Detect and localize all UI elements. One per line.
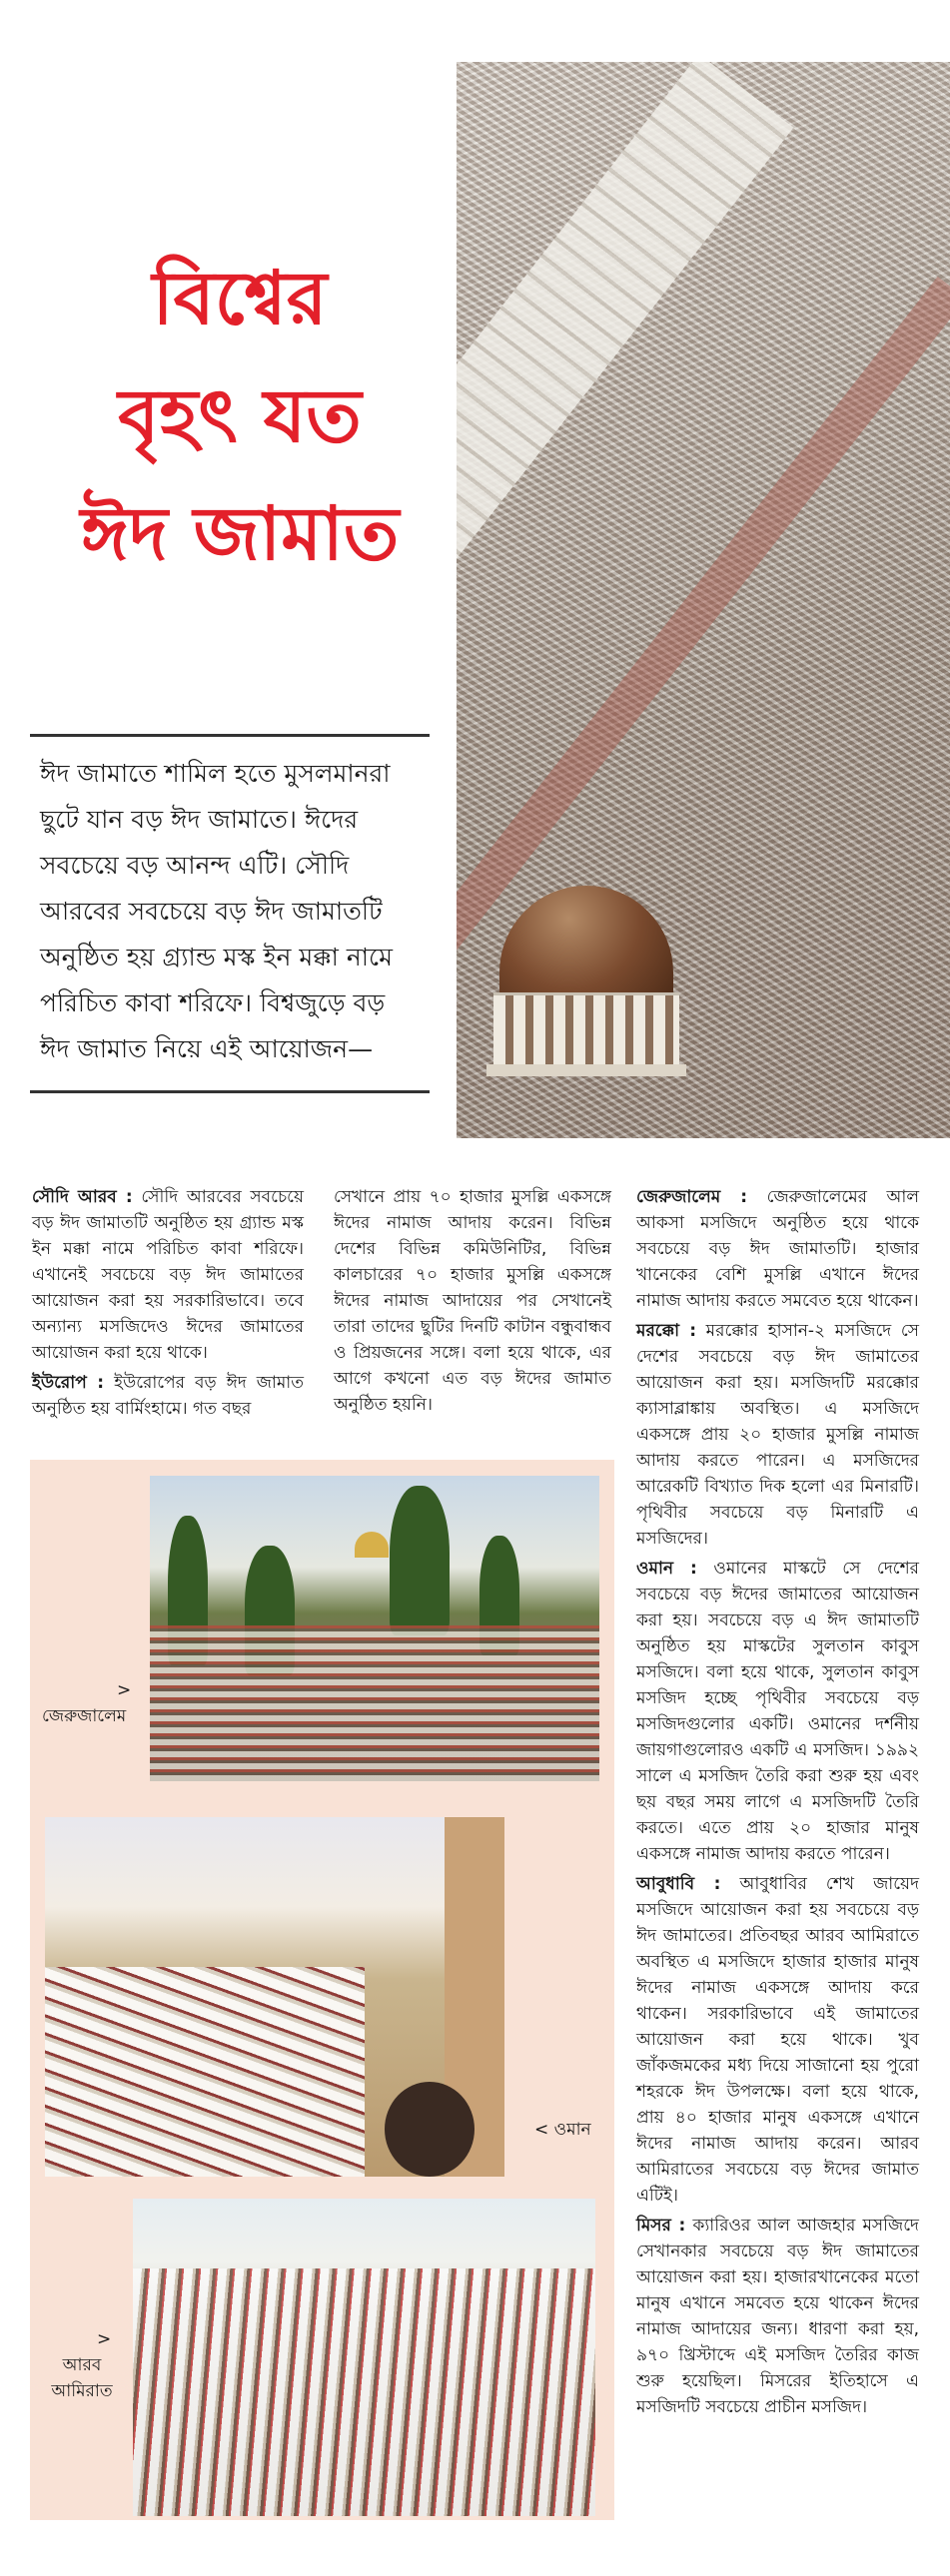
photo-jerusalem <box>150 1476 599 1781</box>
crowd-texture <box>45 1967 365 2177</box>
article-title <box>40 240 440 593</box>
caption-oman <box>534 2117 591 2143</box>
section-label: সৌদি আরব : <box>32 1187 133 1207</box>
article-column-2 <box>334 1184 611 1422</box>
crowd-texture <box>133 2268 595 2516</box>
intro-top-rule <box>30 734 430 737</box>
caption-text: ওমান <box>553 2120 591 2140</box>
section-text: ওমানের মাস্কটে সে দেশের সবচেয়ে বড় ঈদের জামাতের আয়োজন করা হয়। সবচেয়ে বড় এ ঈদ জামাতটি অনুষ্ঠিত হয় মাস্কটের সুলতান কাবুস মসজিদে। বলা হয়ে থাকে, সুলতান কাবুস মসজিদ হচ্ছে পৃথিবীর সবচেয়ে বড় মসজিদগুলোর একটি। ওমানের দর্শনীয় জায়গাগুলোরও একটি এ মসজিদ। ১৯৯২ সালে এ মসজিদ তৈরি করা শুরু হয় এবং ছয় বছর সময় লাগে এ মসজিদটি তৈরি করতে। এতে প্রায় ২০ হাজার মানুষ একসঙ্গে নামাজ আদায় করতে পারেন। <box>636 1559 920 1864</box>
section-label: মরক্কো : <box>636 1321 697 1341</box>
article-column-1 <box>32 1184 304 1426</box>
foreground-person <box>385 2082 475 2177</box>
dome-of-the-rock <box>355 1532 389 1558</box>
caption-arrow: > <box>97 2329 112 2349</box>
dome-base <box>486 1064 686 1076</box>
section-label: আবুধাবি : <box>636 1874 721 1894</box>
section-text: সৌদি আরবের সবচেয়ে বড় ঈদ জামাতটি অনুষ্ঠিত হয় গ্র্যান্ড মস্ক ইন মক্কা নামে পরিচিত কাবা শরিফে। এখানেই সবচেয়ে বড় ঈদ জামাতের আয়োজন করা হয় সরকারিভাবে। তবে অন্যান্য মসজিদেও ঈদের জামাতের আয়োজন করা হয়ে থাকে। <box>32 1187 304 1363</box>
section-jerusalem <box>636 1184 919 1314</box>
caption-text: আরব আমিরাত <box>51 2355 113 2401</box>
section-label: ইউরোপ : <box>32 1373 105 1393</box>
section-text: ইউরোপের বড় ঈদ জামাত অনুষ্ঠিত হয় বার্মিংহামে। গত বছর <box>32 1373 304 1419</box>
section-label: মিসর : <box>636 2216 686 2236</box>
hero-photo-mecca <box>457 62 950 1138</box>
photo-uae <box>133 2199 595 2516</box>
caption-text: জেরুজালেম <box>42 1706 127 1726</box>
intro-paragraph: ঈদ জামাতে শামিল হতে মুসলমানরা ছুটে যান বড় ঈদ জামাতে। ঈদের সবচেয়ে বড় আনন্দ এটি। সৌদি আরবের সবচেয়ে বড় ঈদ জামাতটি অনুষ্ঠিত হয় গ্র্যান্ড মস্ক ইন মক্কা নামে পরিচিত কাবা শরিফে। বিশ্বজুড়ে বড় ঈদ জামাত নিয়ে এই আয়োজন— <box>40 759 393 1063</box>
prayer-rows <box>150 1625 599 1781</box>
title-line-3: ঈদ জামাত <box>80 491 400 577</box>
section-label: ওমান : <box>636 1559 697 1579</box>
photo-oman <box>45 1817 504 2177</box>
section-morocco <box>636 1318 919 1552</box>
caption-uae <box>42 2326 122 2404</box>
section-saudi <box>32 1184 304 1366</box>
section-label: জেরুজালেম : <box>636 1187 748 1207</box>
section-text: সেখানে প্রায় ৭০ হাজার মুসল্লি একসঙ্গে ঈদের নামাজ আদায় করেন। বিভিন্ন দেশের বিভিন্ন কমিউনিটির, বিভিন্ন কালচারের ৭০ হাজার মুসল্লি একসঙ্গে ঈদের নামাজ আদায়ের পর সেখানেই তারা তাদের ছুটির দিনটি কাটান বন্ধুবান্ধব ও প্রিয়জনের সঙ্গে। বলা হয়ে থাকে, এর আগে কখনো এত বড় ঈদের জামাত অনুষ্ঠিত হয়নি। <box>334 1187 611 1415</box>
article-column-3 <box>636 1184 919 2424</box>
title-line-1: বিশ্বের <box>152 256 328 341</box>
caption-arrow: < <box>534 2120 549 2140</box>
section-egypt <box>636 2213 919 2420</box>
section-text: আবুধাবির শেখ জায়েদ মসজিদে আয়োজন করা হয় সবচেয়ে বড় ঈদ জামাতের। প্রতিবছর আরব আমিরাতে অবস্থিত এ মসজিদে হাজার হাজার মানুষ ঈদের নামাজ একসঙ্গে আদায় করে থাকেন। সরকারিভাবে এই জামাতের আয়োজন করা হয়ে থাকে। খুব জাঁকজমকের মধ্য দিয়ে সাজানো হয় পুরো শহরকে ঈদ উপলক্ষে। বলা হয়ে থাকে, প্রায় ৪০ হাজার মানুষ একসঙ্গে এখানে ঈদের নামাজ আদায় করেন। আরব আমিরাতের সবচেয়ে বড় ঈদের জামাত এটিই। <box>636 1874 920 2206</box>
caption-arrow: > <box>117 1680 132 1700</box>
title-line-2: বৃহৎ যত <box>118 373 362 459</box>
section-abudhabi <box>636 1871 919 2209</box>
section-europe-cont <box>334 1184 611 1418</box>
section-europe <box>32 1370 304 1422</box>
intro-bottom-rule <box>30 1090 430 1093</box>
section-text: জেরুজালেমের আল আকসা মসজিদে অনুষ্ঠিত হয়ে থাকে সবচেয়ে বড় ঈদ জামাতটি। হাজার খানেকের বেশি মুসল্লি এখানে ঈদের নামাজ আদায় করতে সমবেত হয়ে থাকেন। <box>636 1187 919 1311</box>
section-oman <box>636 1556 919 1867</box>
dome-drum <box>493 992 679 1069</box>
section-text: মরক্কোর হাসান-২ মসজিদে সে দেশের সবচেয়ে বড় ঈদ জামাতের আয়োজন করা হয়। মসজিদটি মরক্কোর ক্যাসাব্লাঙ্কায় অবস্থিত। এ মসজিদে একসঙ্গে প্রায় ২০ হাজার মুসল্লি নামাজ আদায় করতে পারেন। এ মসজিদের আরেকটি বিখ্যাত দিক হলো এর মিনারটি। পৃথিবীর সবচেয়ে বড় মিনারটি এ মসজিদের। <box>636 1321 919 1549</box>
section-text: ক্যারিওর আল আজহার মসজিদে সেখানকার সবচেয়ে বড় ঈদ জামাতের আয়োজন করা হয়। হাজারখানেকের মতো মানুষ এখানে সমবেত হয়ে থাকেন ঈদের নামাজ আদায়ের জন্য। ধারণা করা হয়, ৯৭০ খ্রিস্টাব্দে এই মসজিদ তৈরির কাজ শুরু হয়েছিল। মিসরের ইতিহাসে এ মসজিদটি সবচেয়ে প্রাচীন মসজিদ। <box>636 2216 919 2417</box>
caption-jerusalem <box>42 1677 131 1729</box>
tree <box>390 1486 450 1635</box>
